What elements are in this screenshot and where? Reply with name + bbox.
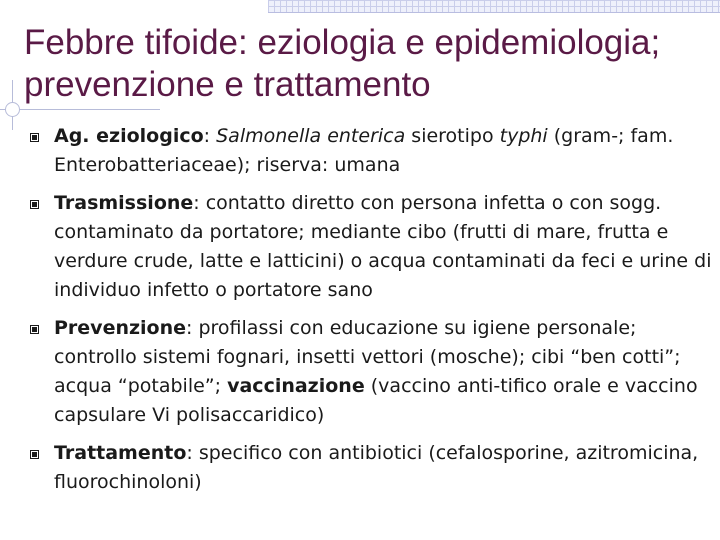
- bullet-separator: :: [203, 125, 217, 147]
- species-name: Salmonella enterica: [216, 125, 406, 147]
- title-line-2: prevenzione e trattamento: [24, 65, 431, 104]
- bullet-item-etiologic-agent: [30, 122, 712, 180]
- bullet-list: [30, 122, 712, 506]
- bullet-item-prevention: [30, 314, 712, 430]
- serotype-name: typhi: [499, 125, 548, 147]
- decorative-circle: [5, 102, 20, 117]
- bullet-term: Trasmissione: [54, 192, 194, 214]
- bullet-text: : profilassi con educazione su igiene personale; controllo sistemi fognari, insetti vettori (mosche); cibi “ben cotti”; acqua “potabile”;: [54, 317, 681, 397]
- bullet-text: (vaccino anti-tifico orale e vaccino capsulare Vi polisaccaridico): [54, 375, 698, 426]
- bullet-term: Prevenzione: [54, 317, 187, 339]
- bullet-term-vaccination: vaccinazione: [227, 375, 365, 397]
- title-line-1: Febbre tifoide: eziologia e epidemiologia;: [24, 23, 661, 62]
- bullet-item-transmission: [30, 189, 712, 305]
- bullet-square-icon: [30, 200, 39, 209]
- slide-title: [24, 22, 720, 106]
- bullet-square-icon: [30, 325, 39, 334]
- bullet-text: sierotipo: [405, 125, 500, 147]
- decorative-line: [0, 109, 160, 110]
- bullet-text: : specifico con antibiotici (cefalosporine, azitromicina, fluorochinoloni): [54, 442, 699, 493]
- bullet-term: Ag. eziologico: [54, 125, 204, 147]
- bullet-square-icon: [30, 450, 39, 459]
- bullet-text: : contatto diretto con persona infetta o con sogg. contaminato da portatore; mediante cibo (frutti di mare, frutta e verdure crude, latte e latticini) o acqua contaminati da feci e urine di individuo infetto o portatore sano: [54, 192, 712, 301]
- bullet-text: (gram-; fam. Enterobatteriaceae); riserva: umana: [54, 125, 674, 176]
- bullet-item-treatment: [30, 439, 712, 497]
- bullet-square-icon: [30, 133, 39, 142]
- decorative-grid-bar: [268, 0, 720, 13]
- bullet-term: Trattamento: [54, 442, 187, 464]
